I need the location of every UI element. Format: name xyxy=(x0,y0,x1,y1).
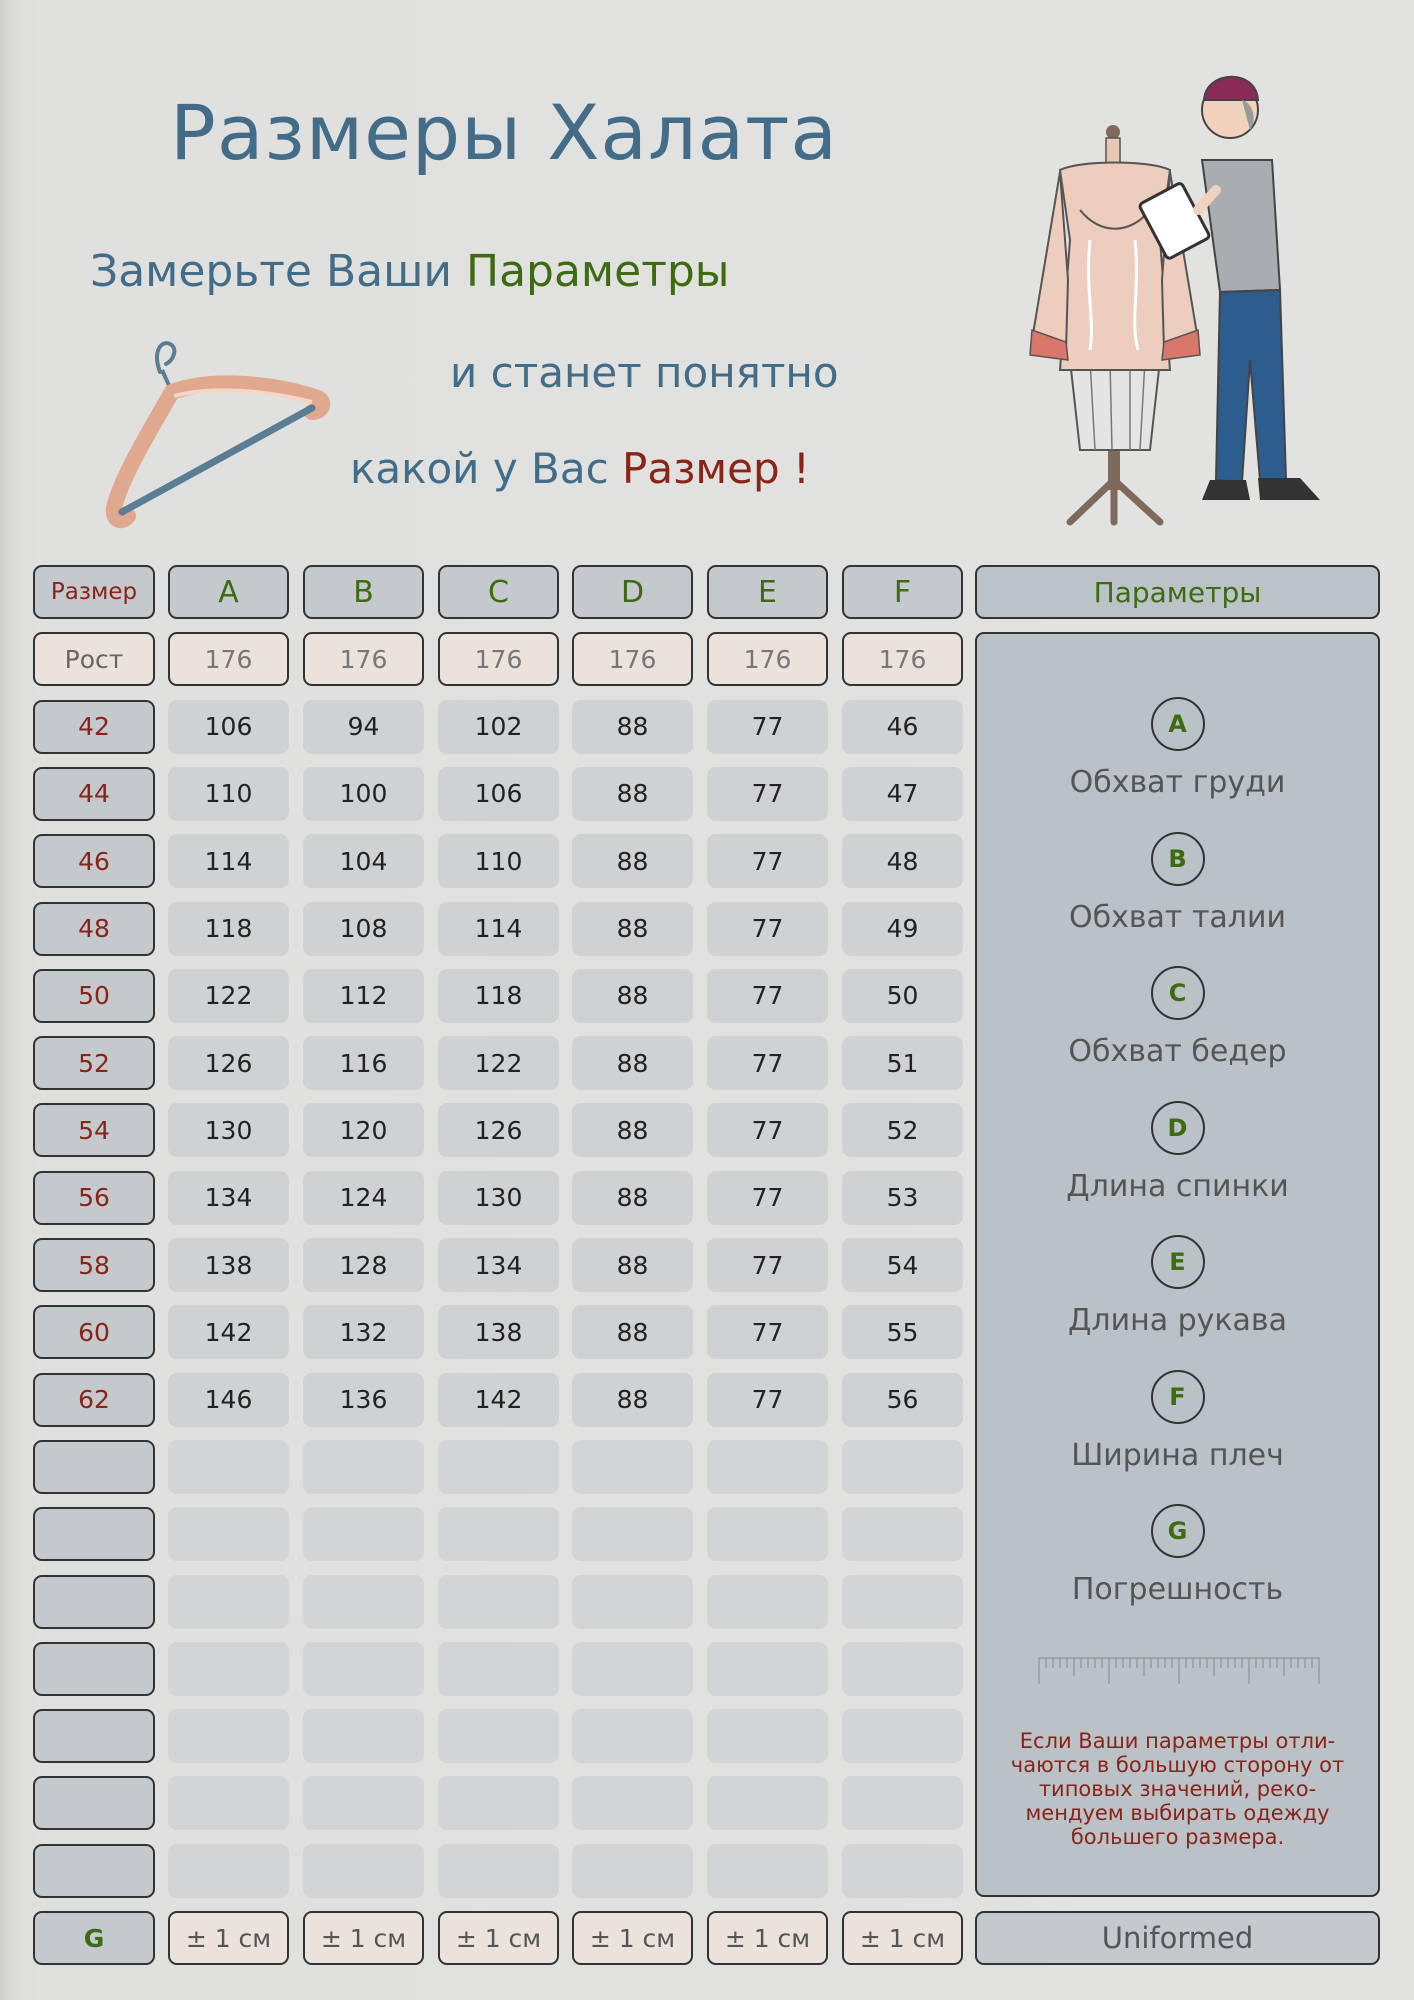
subtitle-line-3-a: какой у Вас xyxy=(350,444,623,493)
empty-table-cell xyxy=(168,1844,289,1898)
table-cell: 88 xyxy=(572,700,693,754)
parameter-letter-badge: A xyxy=(1151,697,1205,751)
table-cell: 77 xyxy=(707,1036,828,1090)
table-cell: 94 xyxy=(303,700,424,754)
tolerance-cell: ± 1 см xyxy=(303,1911,424,1965)
table-cell: 88 xyxy=(572,902,693,956)
empty-table-cell xyxy=(842,1844,963,1898)
table-cell: 77 xyxy=(707,767,828,821)
size-label: 62 xyxy=(33,1373,155,1427)
empty-table-cell xyxy=(438,1776,559,1830)
table-cell: 122 xyxy=(168,969,289,1023)
table-cell: 77 xyxy=(707,969,828,1023)
empty-size-cell xyxy=(33,1507,155,1561)
table-cell: 47 xyxy=(842,767,963,821)
height-cell: 176 xyxy=(438,632,559,686)
table-cell: 142 xyxy=(168,1305,289,1359)
table-cell: 77 xyxy=(707,1238,828,1292)
tolerance-row-label: G xyxy=(33,1911,155,1965)
size-label: 52 xyxy=(33,1036,155,1090)
table-cell: 128 xyxy=(303,1238,424,1292)
empty-size-cell xyxy=(33,1440,155,1494)
parameter-letter-badge: E xyxy=(1151,1235,1205,1289)
column-header-c: C xyxy=(438,565,559,619)
table-cell: 88 xyxy=(572,1373,693,1427)
empty-table-cell xyxy=(303,1575,424,1629)
parameters-panel xyxy=(975,632,1380,1897)
tolerance-cell: ± 1 см xyxy=(842,1911,963,1965)
table-cell: 77 xyxy=(707,902,828,956)
table-cell: 110 xyxy=(168,767,289,821)
empty-size-cell xyxy=(33,1776,155,1830)
empty-size-cell xyxy=(33,1642,155,1696)
empty-table-cell xyxy=(842,1440,963,1494)
table-cell: 88 xyxy=(572,1171,693,1225)
size-column-header: Размер xyxy=(33,565,155,619)
height-cell: 176 xyxy=(707,632,828,686)
parameter-name: Длина рукава xyxy=(1067,1303,1287,1338)
table-cell: 130 xyxy=(168,1103,289,1157)
tolerance-cell: ± 1 см xyxy=(572,1911,693,1965)
table-cell: 106 xyxy=(438,767,559,821)
size-label: 60 xyxy=(33,1305,155,1359)
empty-table-cell xyxy=(572,1776,693,1830)
size-label: 44 xyxy=(33,767,155,821)
column-header-b: B xyxy=(303,565,424,619)
parameter-item xyxy=(977,1101,1378,1204)
size-label: 46 xyxy=(33,834,155,888)
parameter-name: Обхват груди xyxy=(1069,765,1286,800)
table-cell: 49 xyxy=(842,902,963,956)
parameter-item xyxy=(977,1504,1378,1607)
empty-table-cell xyxy=(438,1440,559,1494)
table-cell: 77 xyxy=(707,1171,828,1225)
empty-size-cell xyxy=(33,1844,155,1898)
table-cell: 52 xyxy=(842,1103,963,1157)
hanger-icon xyxy=(100,330,340,530)
table-cell: 77 xyxy=(707,1103,828,1157)
table-cell: 126 xyxy=(438,1103,559,1157)
subtitle-line-3 xyxy=(350,444,810,493)
table-cell: 88 xyxy=(572,834,693,888)
empty-table-cell xyxy=(572,1507,693,1561)
empty-table-cell xyxy=(438,1844,559,1898)
table-cell: 104 xyxy=(303,834,424,888)
subtitle-line-1-b: Параметры xyxy=(465,246,730,297)
parameter-item xyxy=(977,697,1378,800)
empty-table-cell xyxy=(707,1844,828,1898)
empty-table-cell xyxy=(707,1776,828,1830)
column-header-d: D xyxy=(572,565,693,619)
parameter-item xyxy=(977,966,1378,1069)
brand-footer: Uniformed xyxy=(975,1911,1380,1965)
table-cell: 132 xyxy=(303,1305,424,1359)
table-cell: 100 xyxy=(303,767,424,821)
table-cell: 88 xyxy=(572,969,693,1023)
table-cell: 48 xyxy=(842,834,963,888)
table-cell: 88 xyxy=(572,1305,693,1359)
table-cell: 108 xyxy=(303,902,424,956)
empty-table-cell xyxy=(303,1440,424,1494)
height-cell: 176 xyxy=(168,632,289,686)
empty-size-cell xyxy=(33,1575,155,1629)
table-cell: 124 xyxy=(303,1171,424,1225)
size-label: 54 xyxy=(33,1103,155,1157)
empty-table-cell xyxy=(842,1709,963,1763)
empty-table-cell xyxy=(438,1507,559,1561)
subtitle-line-1 xyxy=(90,246,730,297)
subtitle-line-1-a: Замерьте Ваши xyxy=(90,246,466,297)
empty-table-cell xyxy=(707,1440,828,1494)
empty-table-cell xyxy=(168,1507,289,1561)
table-cell: 114 xyxy=(168,834,289,888)
table-cell: 77 xyxy=(707,1373,828,1427)
table-cell: 46 xyxy=(842,700,963,754)
empty-table-cell xyxy=(168,1642,289,1696)
table-cell: 77 xyxy=(707,700,828,754)
empty-table-cell xyxy=(303,1642,424,1696)
table-cell: 136 xyxy=(303,1373,424,1427)
height-cell: 176 xyxy=(572,632,693,686)
table-cell: 51 xyxy=(842,1036,963,1090)
column-header-a: A xyxy=(168,565,289,619)
empty-table-cell xyxy=(438,1575,559,1629)
height-cell: 176 xyxy=(842,632,963,686)
size-advice-note: Если Ваши параметры отли-чаются в большую сторону от типовых значений, реко-мендуем выбирать одежду большего размера. xyxy=(1010,1729,1345,1849)
parameter-name: Ширина плеч xyxy=(1071,1437,1284,1473)
table-cell: 110 xyxy=(438,834,559,888)
parameter-name: Обхват талии xyxy=(1069,899,1286,935)
empty-table-cell xyxy=(707,1642,828,1696)
page-title: Размеры Халата xyxy=(170,88,838,177)
empty-table-cell xyxy=(842,1776,963,1830)
empty-table-cell xyxy=(842,1507,963,1561)
table-cell: 88 xyxy=(572,1103,693,1157)
tolerance-cell: ± 1 см xyxy=(707,1911,828,1965)
table-cell: 55 xyxy=(842,1305,963,1359)
table-cell: 138 xyxy=(438,1305,559,1359)
tolerance-cell: ± 1 см xyxy=(438,1911,559,1965)
column-header-f: F xyxy=(842,565,963,619)
table-cell: 138 xyxy=(168,1238,289,1292)
parameter-item xyxy=(977,1235,1378,1338)
empty-table-cell xyxy=(707,1507,828,1561)
table-cell: 118 xyxy=(438,969,559,1023)
size-label: 56 xyxy=(33,1171,155,1225)
table-cell: 56 xyxy=(842,1373,963,1427)
empty-table-cell xyxy=(168,1575,289,1629)
empty-table-cell xyxy=(572,1575,693,1629)
column-header-e: E xyxy=(707,565,828,619)
empty-size-cell xyxy=(33,1709,155,1763)
empty-table-cell xyxy=(572,1709,693,1763)
table-cell: 134 xyxy=(168,1171,289,1225)
size-label: 50 xyxy=(33,969,155,1023)
table-cell: 146 xyxy=(168,1373,289,1427)
table-cell: 134 xyxy=(438,1238,559,1292)
table-cell: 126 xyxy=(168,1036,289,1090)
table-cell: 88 xyxy=(572,767,693,821)
table-cell: 114 xyxy=(438,902,559,956)
table-cell: 102 xyxy=(438,700,559,754)
empty-table-cell xyxy=(572,1844,693,1898)
empty-table-cell xyxy=(572,1642,693,1696)
empty-table-cell xyxy=(438,1709,559,1763)
ruler-icon xyxy=(1037,1654,1322,1690)
size-label: 48 xyxy=(33,902,155,956)
table-cell: 122 xyxy=(438,1036,559,1090)
table-cell: 116 xyxy=(303,1036,424,1090)
parameter-letter-badge: F xyxy=(1151,1370,1205,1424)
empty-table-cell xyxy=(438,1642,559,1696)
empty-table-cell xyxy=(168,1776,289,1830)
parameter-letter-badge: C xyxy=(1151,966,1205,1020)
empty-table-cell xyxy=(842,1575,963,1629)
table-cell: 130 xyxy=(438,1171,559,1225)
table-cell: 88 xyxy=(572,1036,693,1090)
subtitle-line-2: и станет понятно xyxy=(450,348,839,397)
parameter-item xyxy=(977,1370,1378,1473)
table-cell: 77 xyxy=(707,834,828,888)
empty-table-cell xyxy=(303,1844,424,1898)
empty-table-cell xyxy=(168,1440,289,1494)
empty-table-cell xyxy=(303,1709,424,1763)
parameter-name: Погрешность xyxy=(1071,1572,1284,1607)
size-label: 58 xyxy=(33,1238,155,1292)
table-cell: 77 xyxy=(707,1305,828,1359)
parameter-name: Длина спинки xyxy=(1066,1168,1289,1204)
table-cell: 53 xyxy=(842,1171,963,1225)
table-cell: 106 xyxy=(168,700,289,754)
table-cell: 112 xyxy=(303,969,424,1023)
subtitle-line-3-b: Размер ! xyxy=(622,444,810,493)
parameter-letter-badge: B xyxy=(1151,832,1205,886)
table-cell: 50 xyxy=(842,969,963,1023)
table-cell: 54 xyxy=(842,1238,963,1292)
parameter-name: Обхват бедер xyxy=(1068,1034,1287,1069)
parameter-letter-badge: D xyxy=(1151,1101,1205,1155)
empty-table-cell xyxy=(303,1776,424,1830)
height-cell: 176 xyxy=(303,632,424,686)
parameters-header: Параметры xyxy=(975,565,1380,619)
empty-table-cell xyxy=(842,1642,963,1696)
empty-table-cell xyxy=(707,1575,828,1629)
table-cell: 120 xyxy=(303,1103,424,1157)
table-cell: 88 xyxy=(572,1238,693,1292)
table-cell: 142 xyxy=(438,1373,559,1427)
size-label: 42 xyxy=(33,700,155,754)
empty-table-cell xyxy=(303,1507,424,1561)
tailor-mannequin-illustration xyxy=(1020,60,1340,530)
parameter-letter-badge: G xyxy=(1151,1504,1205,1558)
empty-table-cell xyxy=(572,1440,693,1494)
table-cell: 118 xyxy=(168,902,289,956)
empty-table-cell xyxy=(168,1709,289,1763)
empty-table-cell xyxy=(707,1709,828,1763)
height-row-label: Рост xyxy=(33,632,155,686)
parameter-item xyxy=(977,832,1378,935)
tolerance-cell: ± 1 см xyxy=(168,1911,289,1965)
